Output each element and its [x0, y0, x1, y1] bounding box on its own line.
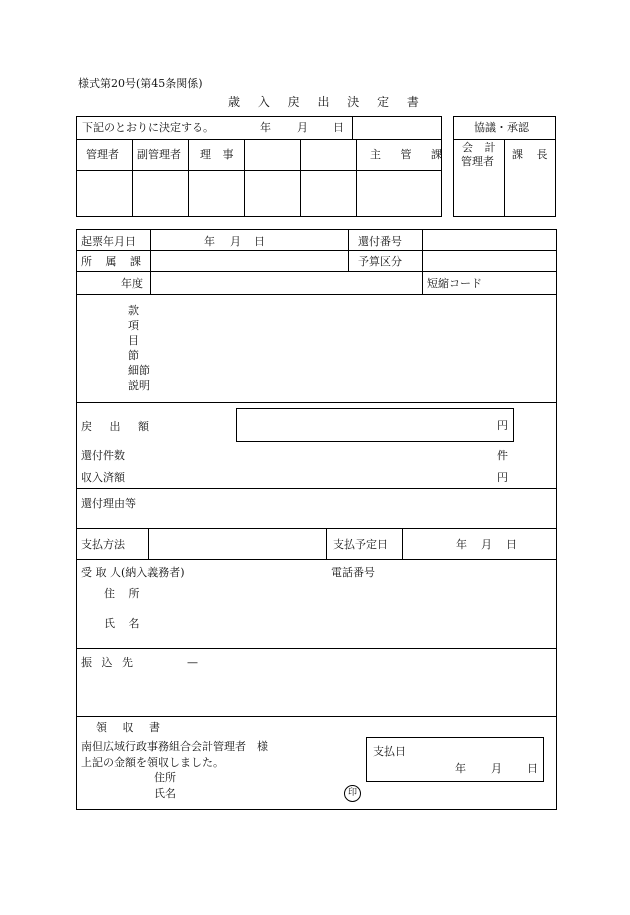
kanpu-number-label: 還付番号: [358, 235, 402, 248]
role-riji: 理 事: [200, 148, 238, 161]
shozoku-label: 所 属 課: [81, 255, 146, 268]
yosan-kubun-label: 予算区分: [358, 255, 402, 268]
payee-jusho-label: 住 所: [104, 587, 145, 600]
shiharai-yotei-label: 支払予定日: [333, 538, 388, 551]
shunyu-yen-unit: 円: [497, 471, 508, 484]
budget-kou: 項: [128, 319, 139, 332]
modoshi-gaku-field[interactable]: [236, 408, 514, 442]
shiharai-houhou-label: 支払方法: [81, 538, 125, 551]
budget-setsumei: 説明: [128, 379, 150, 392]
receipt-jusho-label: 住所: [154, 771, 176, 784]
nendo-field[interactable]: [151, 273, 421, 293]
shiharai-bi-year-label: 年: [455, 762, 466, 775]
budget-kan: 款: [128, 304, 139, 317]
budget-saisetsu: 細節: [128, 364, 150, 377]
role-kacho: 課 長: [512, 148, 553, 161]
nendo-label: 年度: [121, 277, 143, 290]
page-title: 歳 入 戻 出 決 定 書: [228, 95, 426, 109]
yotei-day-label: 日: [506, 538, 517, 551]
kihyo-month-label: 月: [230, 235, 241, 248]
kanpu-number-field[interactable]: [423, 231, 555, 249]
kihyo-day-label: 日: [254, 235, 265, 248]
decision-year-label: 年: [260, 121, 271, 134]
role-fuku-kanrisha: 副管理者: [137, 148, 181, 161]
kanpu-riyuu-label: 還付理由等: [81, 497, 136, 510]
receipt-title: 領 収 書: [96, 721, 166, 734]
yosan-kubun-field[interactable]: [423, 252, 555, 270]
budget-setsu: 節: [128, 349, 139, 362]
shiharai-bi-month-label: 月: [491, 762, 502, 775]
denwa-bangou-label: 電話番号: [331, 566, 375, 579]
payee-shimei-label: 氏 名: [104, 617, 145, 630]
role-kanrisha: 管理者: [86, 148, 119, 161]
kaikei-line1: 会 計: [462, 141, 500, 154]
shiharai-bi-label: 支払日: [373, 745, 406, 758]
decision-day-label: 日: [333, 121, 344, 134]
kanpu-kensu-label: 還付件数: [81, 449, 125, 462]
form-number: 様式第20号(第45条関係): [78, 77, 203, 90]
shiharai-houhou-field[interactable]: [150, 530, 325, 558]
yotei-year-label: 年: [456, 538, 467, 551]
budget-moku: 目: [128, 334, 139, 347]
furikomi-dash: —: [187, 656, 198, 669]
shiharai-bi-box[interactable]: [366, 737, 544, 782]
role-shukan-ka: 主 管 課: [370, 148, 450, 161]
shozoku-field[interactable]: [151, 252, 347, 270]
yotei-month-label: 月: [481, 538, 492, 551]
shunyu-sumi-label: 収入済額: [81, 471, 125, 484]
furikomi-saki-label: 振 込 先: [81, 656, 136, 669]
receipt-line1: 南但広域行政事務組合会計管理者 様: [81, 740, 268, 753]
shiharai-bi-day-label: 日: [527, 762, 538, 775]
kihyo-label: 起票年月日: [81, 235, 136, 248]
kensu-unit: 件: [497, 449, 508, 462]
kihyo-year-label: 年: [204, 235, 215, 248]
receipt-shimei-label: 氏名: [154, 787, 176, 800]
consultation-title: 協議・承認: [474, 121, 529, 134]
seal-mark: 印: [344, 785, 361, 802]
tanshuku-code-label: 短縮コード: [427, 277, 482, 290]
receipt-line2: 上記の金額を領収しました。: [81, 756, 224, 769]
modoshi-yen-unit: 円: [497, 419, 508, 432]
kaikei-line2: 管理者: [461, 155, 494, 168]
decision-text: 下記のとおりに決定する。: [82, 121, 214, 134]
decision-month-label: 月: [297, 121, 308, 134]
uketori-nin-label: 受 取 人(納入義務者): [81, 566, 185, 579]
modoshi-gaku-label: 戻 出 額: [81, 420, 156, 433]
